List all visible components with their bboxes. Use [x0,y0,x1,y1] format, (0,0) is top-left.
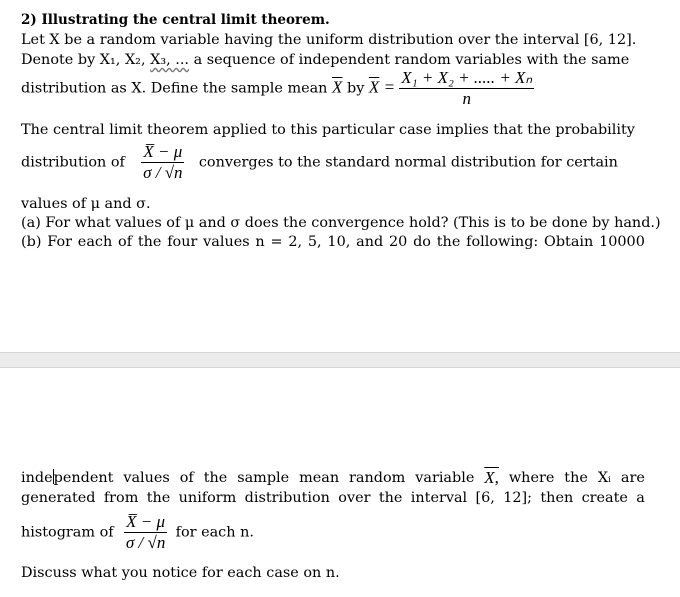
cont1b-word: Xᵢ [597,470,611,486]
cont1-word: values [123,470,170,486]
part-b-word: 2, [288,234,303,250]
part-b-word: of [118,234,133,250]
histogram-text: histogram of [21,524,114,541]
problem-line-6: values of μ and σ. [21,196,151,212]
part-b-word: n [255,234,265,250]
cont2-word: the [146,490,171,506]
line2-spellcheck-word: X₃, ... [150,52,189,68]
cont1-word: variable [415,470,475,486]
cont2-word: then [540,490,574,506]
page-break [0,352,680,368]
sample-mean-symbol-2: $\overline{X}$ [368,77,380,97]
continuation-line-3 [21,512,254,553]
cont1b-word: are [620,470,645,486]
sample-mean-symbol-3: X, [484,468,499,487]
continuation-line-1 [21,468,645,488]
part-b-word: the [137,234,162,250]
part-b-word: values [203,234,250,250]
cont2-word: a [636,490,645,506]
cont2-word: from [103,490,139,506]
line2-part-a: Denote by X₁, X₂, [21,52,151,68]
problem-title-text: Illustrating the central limit theorem. [41,12,330,28]
cont2-word: over [338,490,371,506]
problem-line-1: Let X be a random variable having the uniform distribution over the interval [6, 12]. [21,32,637,48]
cont2-word: create [581,490,628,506]
cont2-word: 12]; [503,490,533,506]
part-a: (a) For what values of μ and σ does the convergence hold? (This is to be done by hand.) [21,215,661,231]
problem-line-3 [21,68,534,109]
cont1-word: mean [299,470,340,486]
part-b-word: four [167,234,198,250]
cont2-word: interval [410,490,468,506]
part-b-word: 5, [307,234,322,250]
problem-line-2 [21,51,629,69]
sample-mean-fraction [399,68,534,109]
cont2-word: [6, [475,490,495,506]
histogram-text-b: for each n. [175,524,254,541]
word-independent: independent [21,470,114,486]
cont1b-word: the [564,470,588,486]
cont2-word: generated [21,490,96,506]
part-b-word: the [436,234,461,250]
part-b-word: (b) [21,234,42,250]
line5-part-b: converges to the standard normal distribution for certain [198,154,618,171]
continuation-line-2 [21,489,645,507]
cont1b-word: where [508,470,555,486]
sample-mean-symbol: $\overline{X}$ [332,77,343,97]
problem-number: 2) [21,12,37,28]
part-b-word: = [270,234,283,250]
line5-part-a: distribution of [21,154,125,171]
document-page-2 [0,368,680,597]
line2-part-c: a sequence of independent random variables with the same [189,52,630,68]
cont2-word: uniform [178,490,237,506]
line3-by: by [342,80,369,97]
part-b [21,233,645,251]
problem-line-5 [21,142,618,183]
problem-title [21,11,330,29]
continuation-line-4: Discuss what you notice for each case on n. [21,565,340,581]
cont1-word: sample [237,470,290,486]
part-b-word: Obtain [544,234,594,250]
standardized-denominator: σ / √n [143,163,183,182]
part-b-word: each [77,234,113,250]
problem-line-4: The central limit theorem applied to this particular case implies that the probability [21,122,635,138]
cont2-word: the [378,490,403,506]
line3-text: distribution as X. Define the sample mean [21,80,333,97]
cont1-word: random [349,470,406,486]
histogram-fraction [124,512,167,553]
cont2-word: distribution [244,490,330,506]
standardized-numerator: X̅ − μ [143,142,183,161]
part-b-word: For [47,234,72,250]
histogram-denominator: σ / √n [125,533,166,552]
part-b-word: do [413,234,431,250]
sample-mean-denominator: n [462,89,471,108]
part-b-word: 10, [327,234,351,250]
standardized-fraction [141,142,184,183]
cont1-word: of [179,470,194,486]
part-b-word: following: [466,234,539,250]
sample-mean-numerator: X₁ + X₂ + ..... + Xₙ [401,68,533,87]
equals-sign: = [379,77,400,97]
part-b-word: 20 [388,234,408,250]
part-b-word: and [356,234,384,250]
part-b-word: 10000 [599,234,645,250]
histogram-numerator: X̅ − μ [126,512,166,531]
cont1-word: the [203,470,228,486]
